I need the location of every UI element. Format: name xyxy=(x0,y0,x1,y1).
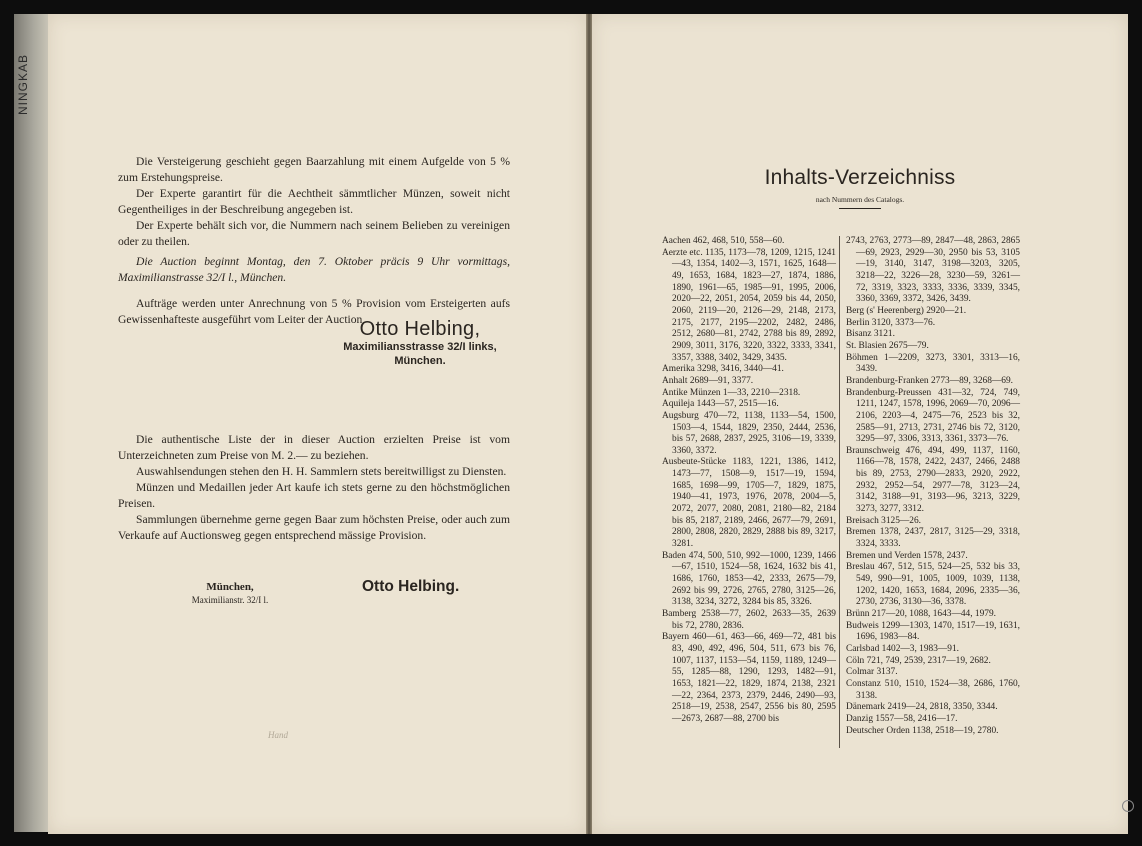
index-column-left xyxy=(662,236,836,726)
notice-paragraph: Die authentische Liste der in dieser Auction erzielten Preise ist vom Unterzeichneten zum Preise von M. 2.— zu beziehen. xyxy=(118,433,510,462)
title-rule xyxy=(839,208,881,209)
index-entry: Cöln 721, 749, 2539, 2317—19, 2682. xyxy=(846,655,991,666)
spine-label: NINGKAB xyxy=(16,54,30,116)
term-paragraph: Die Versteigerung geschieht gegen Baarzahlung mit einem Aufgelde von 5 % zum Erstehungspreise. xyxy=(118,155,510,184)
index-entry: Aerzte etc. 1135, 1173—78, 1209, 1215, 1241—43, 1354, 1402—3, 1571, 1625, 1648—49, 1653, 1684, 1823—27, 1874, 1886, 1890, 1961—65, 1985—91, 1995, 2006, 2020—22, 2051, 2054, 2059 bis 44, 2050, 2060, 2119—20, 2126—29, 2148, 2173, 2175, 2177, 2195—2202, 2482, 2486, 2512, 2680—81, 2742, 2788 bis 89, 2892, 2909, 3011, 3176, 3220, 3322, 3333, 3341, 3357, 3388, 3402, 3429, 3435. xyxy=(662,247,836,363)
term-paragraph: Der Experte garantirt für die Aechtheit sämmtlicher Münzen, soweit nicht Gegentheiliges in der Beschreibung angegeben ist. xyxy=(118,187,510,216)
index-entry: Berlin 3120, 3373—76. xyxy=(846,317,936,328)
index-entry: Brünn 217—20, 1088, 1643—44, 1979. xyxy=(846,609,996,619)
index-entry: Bremen und Verden 1578, 2437. xyxy=(846,550,968,561)
index-entry: Bisanz 3121. xyxy=(846,329,895,340)
index-entry: Anhalt 2689—91, 3377. xyxy=(662,375,754,386)
auction-date-notice xyxy=(118,254,510,286)
notice-paragraph: Auswahlsendungen stehen den H. H. Sammlern stets bereitwilligst zu Diensten. xyxy=(136,465,507,478)
index-entry: Breisach 3125—26. xyxy=(846,515,921,526)
index-entry: Braunschweig 476, 494, 499, 1137, 1160, 1166—78, 1578, 2422, 2437, 2466, 2488 bis 89, 2753, 2790—2833, 2920, 2922, 2932, 2952—54, 2977—78, 3123—24, 3142, 3188—91, 3193—96, 3213, 3229, 3273, 3277, 3312. xyxy=(846,445,1020,515)
column-divider xyxy=(839,236,840,748)
firm-address-line1: Maximiliansstrasse 32/I links, xyxy=(343,341,497,353)
index-entry: Augsburg 470—72, 1138, 1133—54, 1500, 1503—4, 1544, 1829, 2350, 2444, 2536, bis 57, 2688, 2837, 2925, 3106—19, 3339, 3360, 3372. xyxy=(662,410,836,456)
index-entry: Amerika 3298, 3416, 3440—41. xyxy=(662,364,784,375)
index-entry: Aachen 462, 468, 510, 558—60. xyxy=(662,236,785,246)
index-entry: Aquileja 1443—57, 2515—16. xyxy=(662,399,779,410)
index-entry: Carlsbad 1402—3, 1983—91. xyxy=(846,643,960,654)
index-entry: Bamberg 2538—77, 2602, 2633—35, 2639 bis 72, 2780, 2836. xyxy=(662,609,836,631)
commission-text: Aufträge werden unter Anrechnung von 5 % Provision vom Ersteigerten aufs Gewissenhafteste ausgeführt vom Leiter der Auction xyxy=(118,297,510,326)
left-page xyxy=(48,14,586,834)
index-entry: Budweis 1299—1303, 1470, 1517—19, 1631, 1696, 1983—84. xyxy=(846,620,1020,643)
signature-location xyxy=(170,580,290,606)
firm-address-line2: München. xyxy=(394,355,446,367)
index-entry: Bremen 1378, 2437, 2817, 3125—29, 3318, 3324, 3333. xyxy=(846,527,1020,550)
notice-paragraph: Sammlungen übernehme gerne gegen Baar zum höchsten Preise, oder auch zum Verkaufe auf Auctionsweg gegen entsprechend mässige Provision. xyxy=(118,513,510,542)
firm-block xyxy=(300,318,540,368)
index-entry: St. Blasien 2675—79. xyxy=(846,340,929,351)
index-entry: Dänemark 2419—24, 2818, 3350, 3344. xyxy=(846,702,998,713)
index-entry: 2743, 2763, 2773—89, 2847—48, 2863, 2865—69, 2923, 2929—30, 2950 bis 53, 3105—19, 3140, 3147, 3198—3203, 3205, 3218—22, 3226—28, 3230—59, 3261—72, 3319, 3323, 3333, 3336, 3339, 3345, 3360, 3369, 3372, 3426, 3439. xyxy=(846,236,1020,305)
auction-terms xyxy=(118,154,510,250)
dealer-notices xyxy=(118,432,510,544)
corner-mark xyxy=(1122,800,1134,812)
signature-name: Otto Helbing. xyxy=(362,578,460,595)
index-subtitle: nach Nummern des Catalogs. xyxy=(815,195,905,204)
firm-name: Otto Helbing, xyxy=(359,318,481,340)
index-column-right xyxy=(846,236,1020,737)
index-entry: Ausbeute-Stücke 1183, 1221, 1386, 1412, 1473—77, 1508—9, 1517—19, 1594, 1685, 1698—99, 1705—7, 1829, 1875, 1940—41, 1973, 1976, 2078, 2004—5, 2072, 2077, 2080, 2081, 2180—82, 2184 bis 85, 2187, 2189, 2466, 2677—79, 2691, 2800, 2808, 2820, 2829, 2888 bis 89, 3217, 3281. xyxy=(662,457,836,550)
spine-strip xyxy=(14,14,48,832)
notice-paragraph: Münzen und Medaillen jeder Art kaufe ich stets gerne zu den höchstmöglichen Preisen. xyxy=(118,481,510,510)
index-entry: Bayern 460—61, 463—66, 469—72, 481 bis 83, 490, 492, 496, 504, 511, 673 bis 76, 1007, 1137, 1153—54, 1159, 1189, 1249—55, 1285—88, 1290, 1293, 1482—91, 1653, 1821—22, 1829, 1874, 2138, 2321—22, 2364, 2373, 2379, 2446, 2490—93, 2518—19, 2538, 2547, 2556 bis 80, 2595—2673, 2687—88, 2700 bis xyxy=(662,632,836,724)
index-entry: Breslau 467, 512, 515, 524—25, 532 bis 33, 549, 990—91, 1005, 1009, 1039, 1138, 1202, 1420, 1653, 1684, 2096, 2335—36, 2730, 2736, 3130—36, 3378. xyxy=(846,562,1020,608)
index-entry: Colmar 3137. xyxy=(846,667,898,678)
signature-city: München, xyxy=(206,581,254,593)
index-entry: Berg (s' Heerenberg) 2920—21. xyxy=(846,305,967,316)
term-paragraph: Der Experte behält sich vor, die Nummern nach seinem Belieben zu vereinigen oder zu theilen. xyxy=(118,219,510,248)
index-entry: Antike Münzen 1—33, 2210—2318. xyxy=(662,387,801,398)
auction-date-text: Die Auction beginnt Montag, den 7. Oktober präcis 9 Uhr vormittags, Maximilianstrasse 32/I l., München. xyxy=(118,255,510,284)
index-entry: Danzig 1557—58, 2416—17. xyxy=(846,713,958,724)
index-entry: Böhmen 1—2209, 3273, 3301, 3313—16, 3439. xyxy=(846,352,1020,375)
pencil-note: Hand xyxy=(268,730,288,740)
index-entry: Baden 474, 500, 510, 992—1000, 1239, 1466—67, 1510, 1524—58, 1624, 1632 bis 41, 1686, 1760, 1853—42, 2333, 2675—79, 2692 bis 99, 2726, 2765, 2780, 3125—26, 3138, 3234, 3272, 3284 bis 85, 3326. xyxy=(662,550,836,608)
index-entry: Brandenburg-Preussen 431—32, 724, 749, 1211, 1247, 1578, 1996, 2069—70, 2096—2106, 2203—4, 2475—76, 2523 bis 32, 2585—91, 2713, 2731, 2746 bis 72, 3120, 3295—97, 3306, 3313, 3361, 3373—76. xyxy=(846,387,1020,445)
index-title: Inhalts-Verzeichniss xyxy=(764,166,956,189)
signature-address: Maximilianstr. 32/I l. xyxy=(191,595,269,605)
index-entry: Constanz 510, 1510, 1524—38, 2686, 1760, 3138. xyxy=(846,678,1020,701)
index-entry: Brandenburg-Franken 2773—89, 3268—69. xyxy=(846,375,1013,386)
index-entry: Deutscher Orden 1138, 2518—19, 2780. xyxy=(846,725,999,736)
